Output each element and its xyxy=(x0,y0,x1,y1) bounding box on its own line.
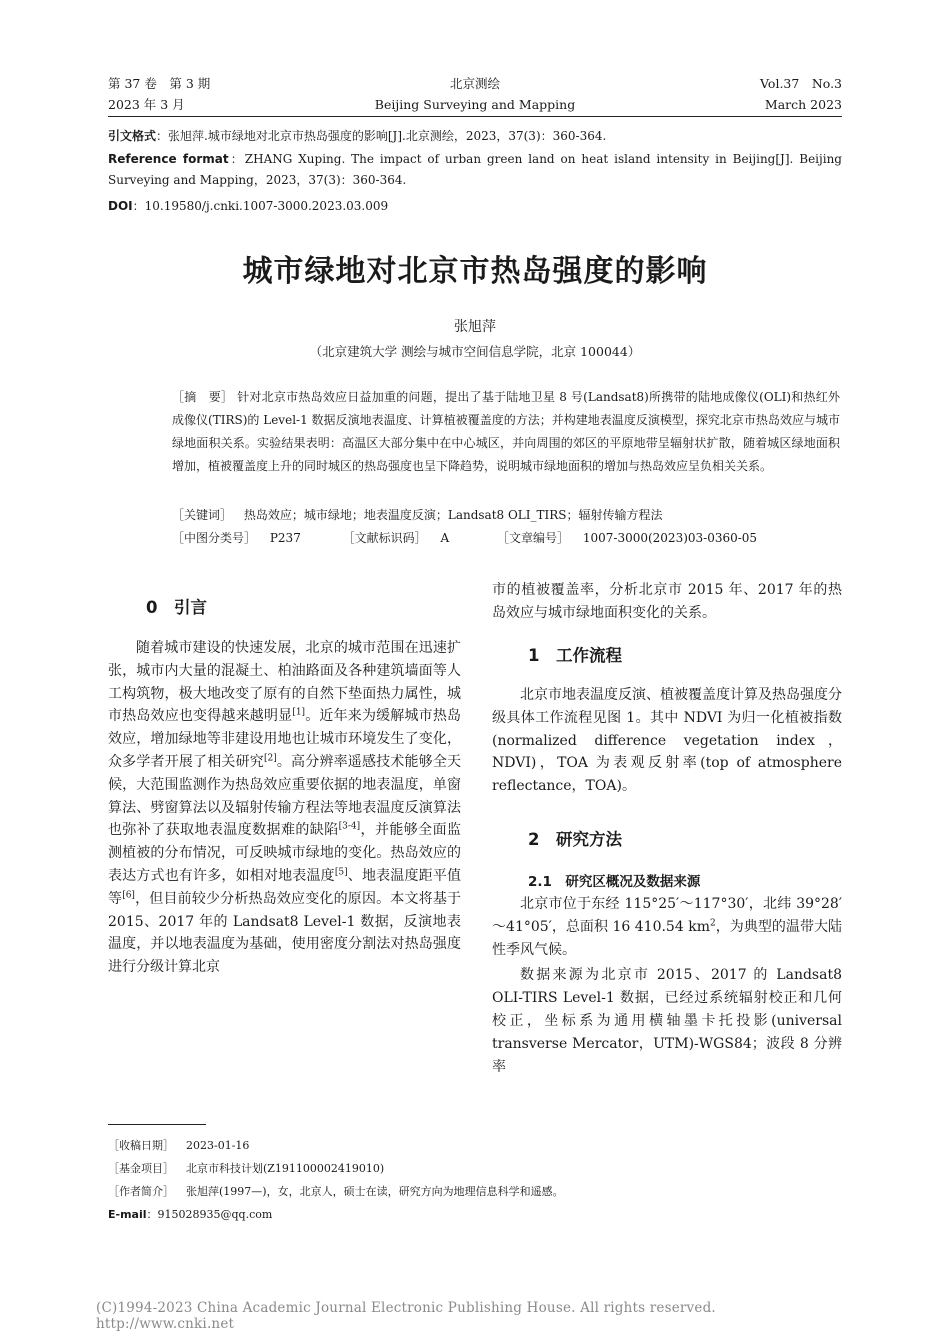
doc-code-label: ［文献标识码］ xyxy=(342,531,427,545)
footnote-rule xyxy=(108,1124,206,1125)
author-bio: ［作者简介］ 张旭萍(1997—)，女，北京人，硕士在读，研究方向为地理信息科学和遥感。 xyxy=(108,1185,564,1198)
header-rule xyxy=(108,116,842,117)
article-no-value: 1007-3000(2023)03-0360-05 xyxy=(582,531,758,545)
footnotes xyxy=(108,1134,848,1226)
received-date: ［收稿日期］ 2023-01-16 xyxy=(108,1139,250,1152)
section-1-title: 1 工作流程 xyxy=(528,646,622,665)
clc-value: P237 xyxy=(269,531,301,545)
funding: ［基金项目］ 北京市科技计划(Z191100002419010) xyxy=(108,1162,385,1175)
header-volume: 第 37 卷 第 3 期 xyxy=(108,76,211,91)
header-journal-cn: 北京测绘 xyxy=(449,76,500,91)
keywords xyxy=(172,504,663,526)
copyright-notice: (C)1994-2023 China Academic Journal Electronic Publishing House. All rights reserved. http://www.cnki.net xyxy=(96,1300,744,1332)
header-vol-en: Vol.37 No.3 xyxy=(760,76,842,91)
section-2-title: 2 研究方法 xyxy=(528,830,622,849)
abstract xyxy=(172,386,840,478)
author-affiliation: （北京建筑大学 测绘与城市空间信息学院，北京 100044） xyxy=(309,344,641,359)
section-2-1-title: 2.1 研究区概况及数据来源 xyxy=(528,874,701,890)
section-0-continued: 市的植被覆盖率，分析北京市 2015 年、2017 年的热岛效应与城市绿地面积变化的关系。 xyxy=(492,582,842,621)
doi: DOI：10.19580/j.cnki.1007-3000.2023.03.009 xyxy=(108,199,389,213)
abstract-text: 针对北京市热岛效应日益加重的问题，提出了基于陆地卫星 8 号(Landsat8)所携带的陆地成像仪(OLI)和热红外成像仪(TIRS)的 Level-1 数据反演地表温度、计算植被覆盖度的方法；并构建地表温度反演模型，探究北京市热岛效应与城市绿地面积关系。实验结果表明：高温区大部分集中在中心城区，并向周围的郊区的平原地带呈辐射状扩散，随着城区绿地面积增加，植被覆盖度上升的同时城区的热岛强度也呈下降趋势，说明城市绿地面积的增加与热岛效应呈负相关关系。 xyxy=(172,390,840,473)
article-title: 城市绿地对北京市热岛强度的影响 xyxy=(242,254,708,289)
clc-label: ［中图分类号］ xyxy=(172,531,257,545)
classification-line xyxy=(172,527,757,549)
section-1-body: 北京市地表温度反演、植被覆盖度计算及热岛强度分级具体工作流程见图 1。其中 NDVI 为归一化植被指数(normalized difference vegetation index，NDVI)，TOA 为表观反射率(top of atmosphere reflectance，TOA)。 xyxy=(492,687,842,795)
author-email: E-mail：915028935@qq.com xyxy=(108,1208,273,1221)
abstract-label: ［摘 要］ xyxy=(172,390,234,404)
reference-en: Reference format：ZHANG Xuping. The impact of urban green land on heat island intensity in Beijing[J]. Beijing Surveying and Mapping，2023，37(3)：360-364. xyxy=(108,152,842,187)
header-date: 2023 年 3 月 xyxy=(108,97,185,112)
article-no-label: ［文章编号］ xyxy=(497,531,570,545)
author-name: 张旭萍 xyxy=(454,319,496,335)
header-journal-en: Beijing Surveying and Mapping xyxy=(374,97,576,112)
header-date-en: March 2023 xyxy=(764,97,842,112)
section-0-body: 随着城市建设的快速发展，北京的城市范围在迅速扩张，城市内大量的混凝土、柏油路面及各种建筑墙面等人工构筑物，极大地改变了原有的自然下垫面热力属性，城市热岛效应也变得越来越明显[1]。近年来为缓解城市热岛效应，增加绿地等非建设用地也让城市环境发生了变化，众多学者开展了相关研究[2]。高分辨率遥感技术能够全天候，大范围监测作为热岛效应重要依据的地表温度，单窗算法、劈窗算法以及辐射传输方程法等地表温度反演算法也弥补了获取地表温度数据难的缺陷[3-4]，并能够全面监测植被的分布情况，可反映城市绿地的变化。热岛效应的表达方式也有许多，如相对地表温度[5]、地表温度距平值等[6]，但目前较少分析热岛效应变化的原因。本文将基于 2015、2017 年的 Landsat8 Level-1 数据，反演地表温度，并以地表温度为基础，使用密度分割法对热岛强度进行分级计算北京 xyxy=(108,640,462,976)
doc-code-value: A xyxy=(440,531,450,545)
section-0-title: 0 引言 xyxy=(146,598,207,617)
reference-cn: 引文格式：张旭萍.城市绿地对北京市热岛强度的影响[J].北京测绘，2023，37(3)：360-364. xyxy=(108,129,607,143)
section-2-1-body: 北京市位于东经 115°25′～117°30′，北纬 39°28′～41°05′，总面积 16 410.54 $km^2$，为典型的温带大陆性季风气候。 数据来源为北京市 2015、2017 的 Landsat8 OLI-TIRS Level-1 数据，已经过系统辐射校正和几何校正，坐标系为通用横轴墨卡托投影(universal transverse Mercator，UTM)-WGS84；波段 8 分辨率 xyxy=(492,896,843,1075)
keywords-label: ［关键词］ xyxy=(172,508,233,522)
keywords-text: 热岛效应；城市绿地；地表温度反演；Landsat8 OLI_TIRS；辐射传输方程法 xyxy=(243,508,663,522)
